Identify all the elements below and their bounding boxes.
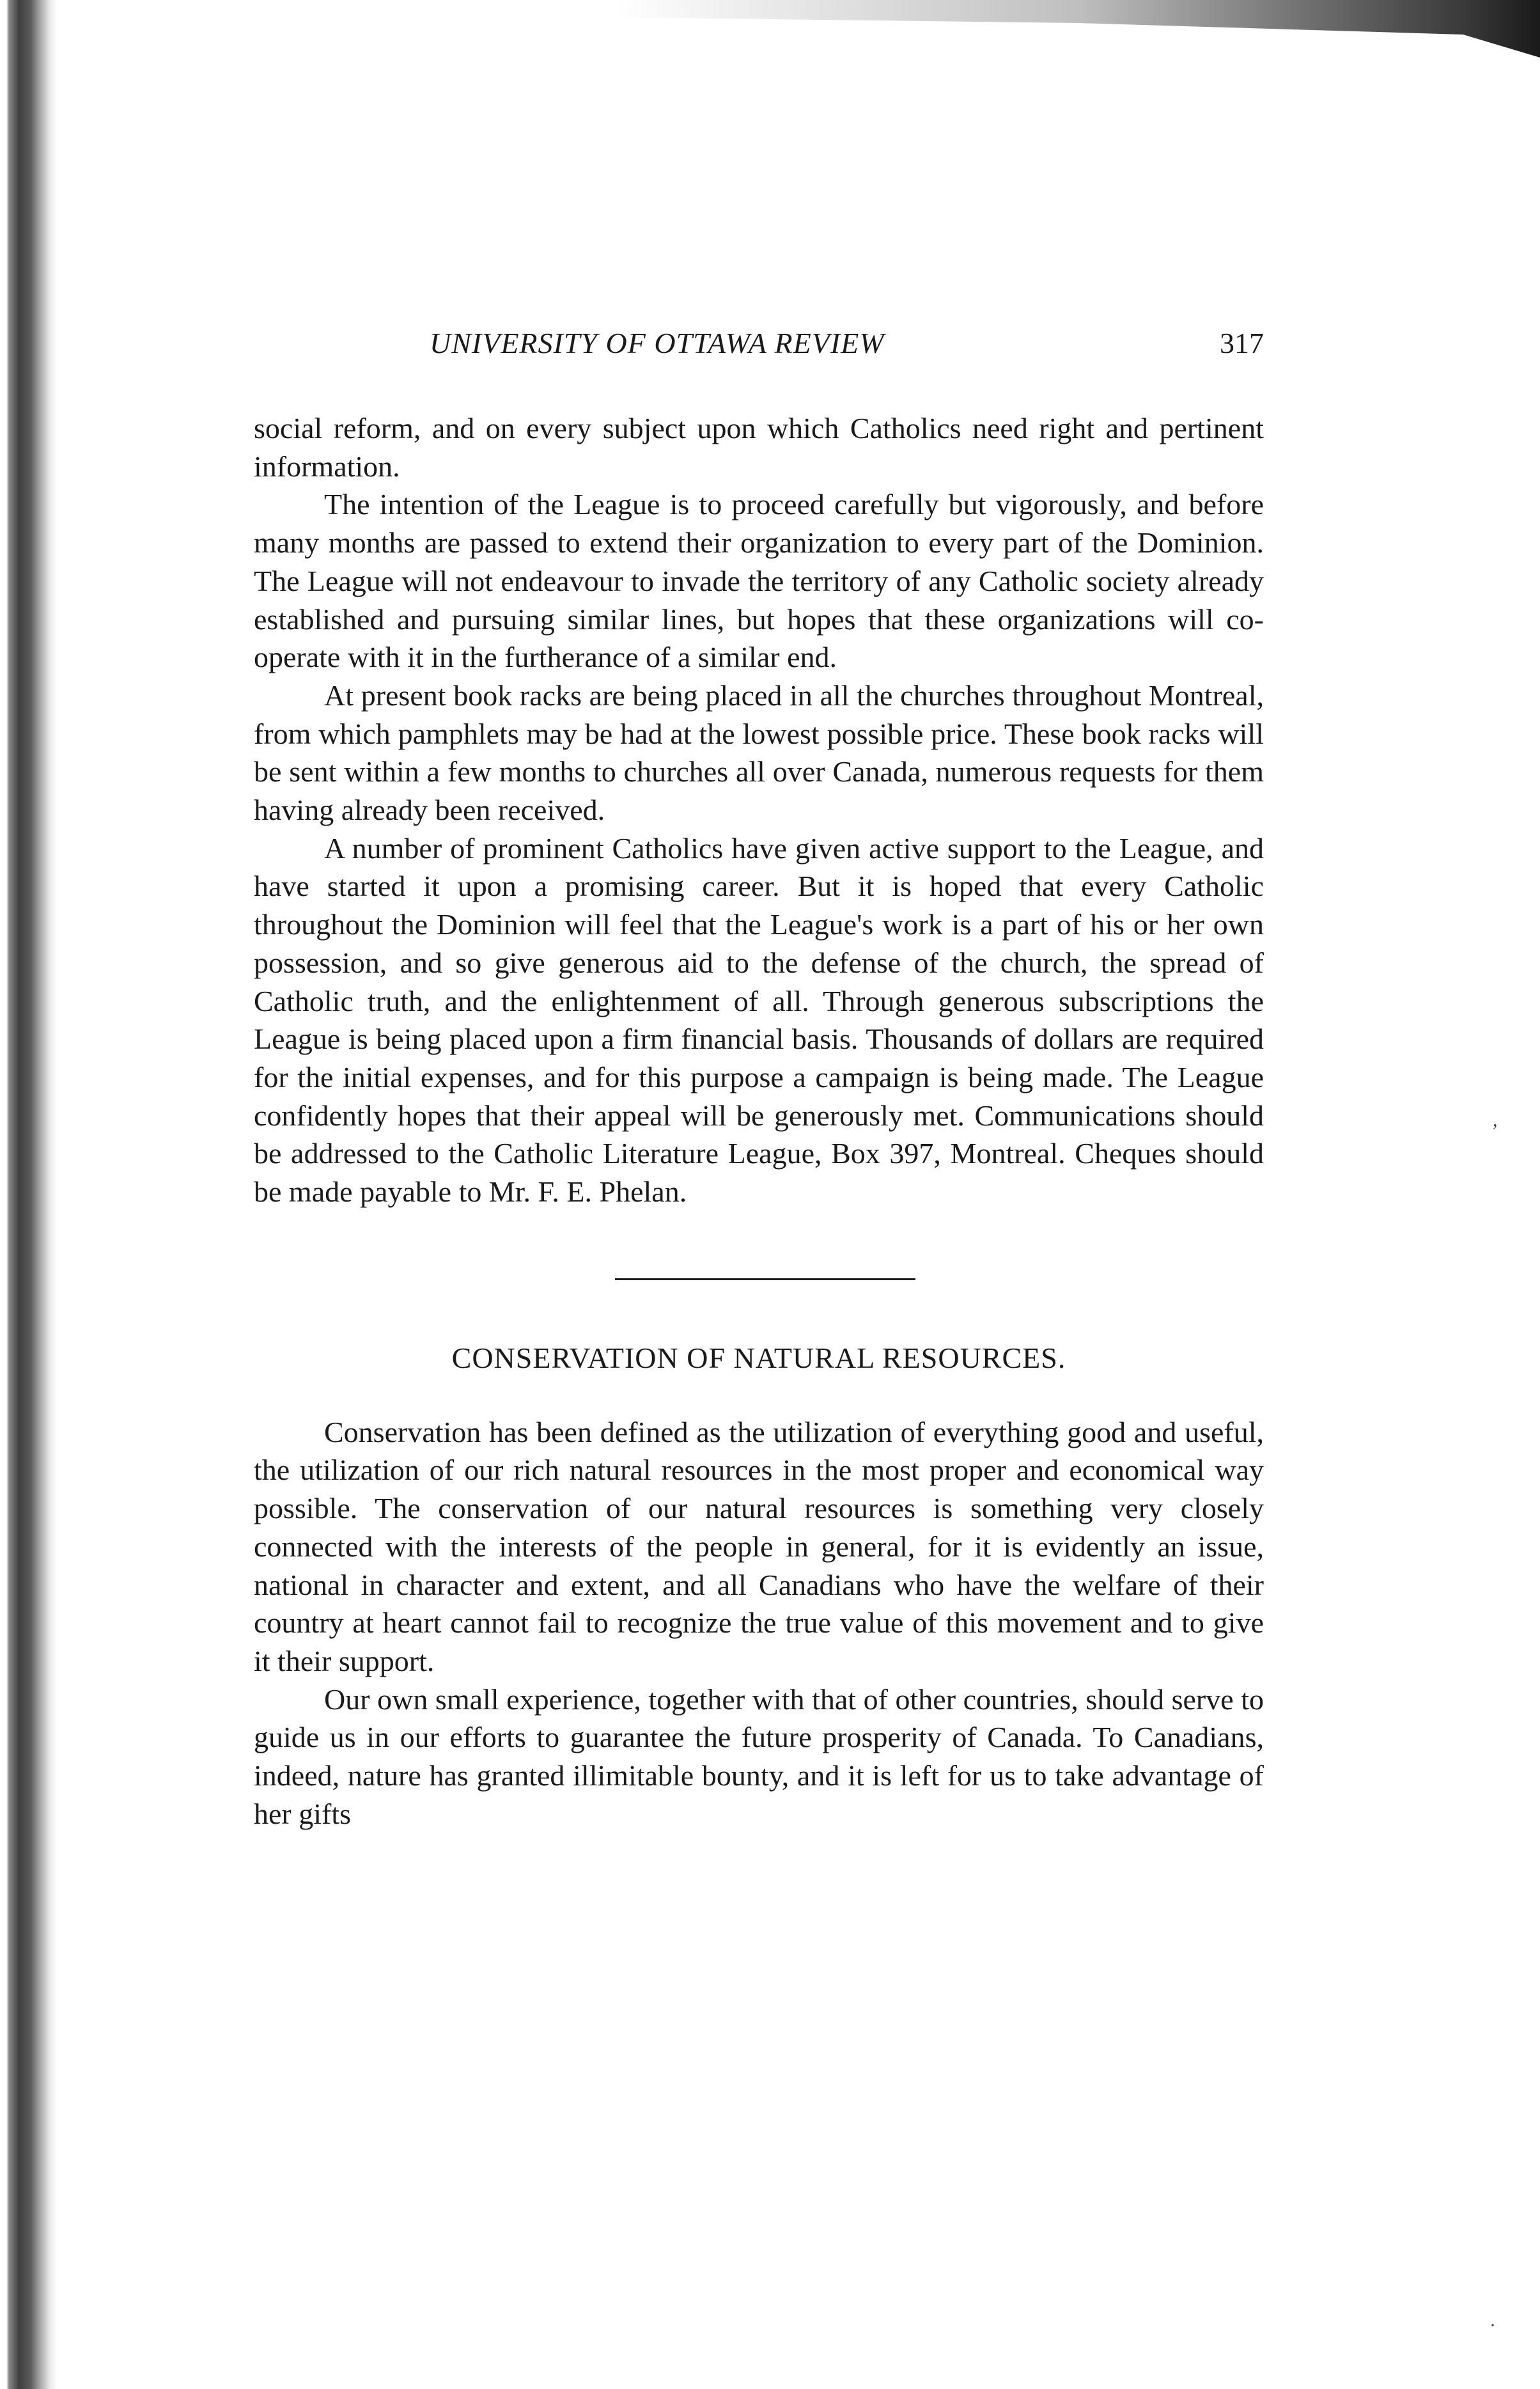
paragraph: The intention of the League is to proceed carefully but vigorously, and before many months are passed to extend their organization to every part of the Dominion. The League will not endeavour to invade the territory of any Catholic society already established and pursuing similar lines, but hopes that these organizations will co-operate with it in the furtherance of a similar end.: [254, 488, 1264, 674]
paragraph: A number of prominent Catholics have given active support to the League, and have started it upon a promising career. But it is hoped that every Catholic throughout the Dominion will feel that the League's work is a part of his or her own possession, and so give generous aid to the defense of the church, the spread of Catholic truth, and the enlightenment of all. Through generous subscriptions the League is being placed upon a firm financial basis. Thousands of dollars are required for the initial expenses, and for this purpose a campaign is being made. The League confidently hopes that their appeal will be generously met. Communications should be addressed to the Catholic Literature League, Box 397, Montreal. Cheques should be made payable to Mr. F. E. Phelan.: [254, 831, 1264, 1209]
page-number: 317: [1220, 327, 1264, 359]
scan-speck: ·: [1489, 2315, 1496, 2336]
paragraph: At present book racks are being placed in all the churches throughout Montreal, from which pamphlets may be had at the lowest possible price. These book racks will be sent within a few months to churches all over Canada, numerous requests for them having already been received.: [254, 678, 1264, 827]
paragraph: Conservation has been defined as the utilization of everything good and useful, the utilization of our rich natural resources in the most proper and economical way possible. The conservation of our natural resources is something very closely connected with the interests of the people in general, for it is evidently an issue, national in character and extent, and all Canadians who have the welfare of their country at heart cannot fail to recognize the true value of this movement and to give it their support.: [254, 1415, 1264, 1677]
scan-binding-edge: [0, 0, 58, 2389]
running-header: [254, 326, 1264, 371]
running-title: UNIVERSITY OF OTTAWA REVIEW: [430, 327, 885, 359]
page-content: [254, 326, 1264, 1833]
scan-speck: ,: [1493, 1109, 1498, 1131]
scan-top-edge: [0, 0, 1540, 58]
section-divider: [615, 1278, 915, 1280]
paragraph: social reform, and on every subject upon which Catholics need right and pertinent information.: [254, 412, 1264, 483]
paragraph: Our own small experience, together with that of other countries, should serve to guide us in our efforts to guarantee the future prosperity of Canada. To Canadians, indeed, nature has granted illimitable bounty, and it is left for us to take advantage of her gifts: [254, 1682, 1264, 1830]
section-title: CONSERVATION OF NATURAL RESOURCES.: [451, 1341, 1066, 1374]
